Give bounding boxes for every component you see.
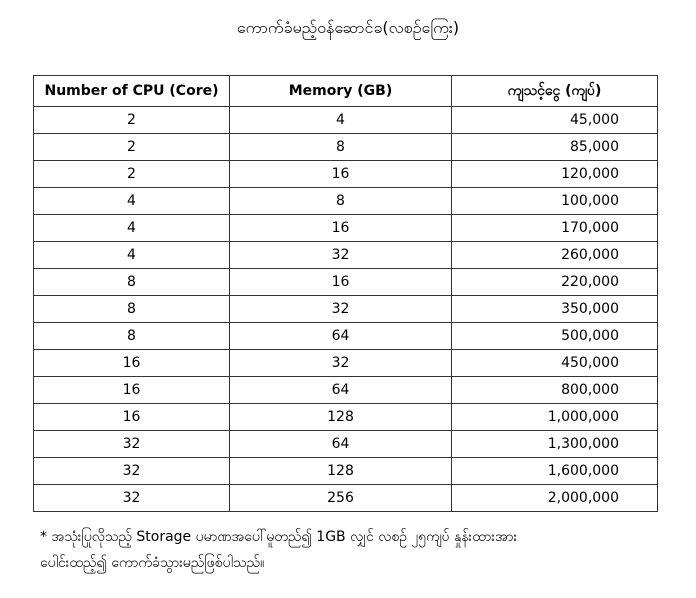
cell-cpu: 8 — [34, 269, 230, 296]
pricing-table — [33, 75, 658, 512]
cell-memory: 16 — [230, 215, 452, 242]
cell-price: 2,000,000 — [452, 485, 658, 512]
cell-price: 500,000 — [452, 323, 658, 350]
table-row — [34, 323, 658, 350]
cell-price: 220,000 — [452, 269, 658, 296]
cell-cpu: 4 — [34, 242, 230, 269]
header-memory: Memory (GB) — [230, 76, 452, 107]
cell-memory: 64 — [230, 377, 452, 404]
cell-cpu: 4 — [34, 188, 230, 215]
table-row — [34, 350, 658, 377]
cell-memory: 16 — [230, 161, 452, 188]
table-row — [34, 431, 658, 458]
cell-price: 260,000 — [452, 242, 658, 269]
table-row — [34, 269, 658, 296]
cell-memory: 32 — [230, 350, 452, 377]
table-row — [34, 242, 658, 269]
footnote-line-1: * အသုံးပြုလိုသည့် Storage ပမာဏအပေါ်မူတည်၍ 1GB လျှင် လစဉ် ၂၅ကျပ် နှုန်းထားအား — [40, 529, 518, 545]
footnote — [40, 524, 660, 576]
table-row — [34, 215, 658, 242]
cell-cpu: 32 — [34, 485, 230, 512]
cell-cpu: 16 — [34, 404, 230, 431]
cell-price: 85,000 — [452, 134, 658, 161]
cell-cpu: 4 — [34, 215, 230, 242]
header-price: ကျသင့်ငွေ (ကျပ်) — [452, 76, 658, 107]
cell-memory: 128 — [230, 458, 452, 485]
cell-memory: 8 — [230, 188, 452, 215]
table-row — [34, 377, 658, 404]
table-row — [34, 134, 658, 161]
cell-memory: 4 — [230, 107, 452, 134]
cell-cpu: 2 — [34, 161, 230, 188]
cell-price: 450,000 — [452, 350, 658, 377]
table-row — [34, 458, 658, 485]
cell-memory: 128 — [230, 404, 452, 431]
cell-cpu: 16 — [34, 350, 230, 377]
cell-price: 45,000 — [452, 107, 658, 134]
table-row — [34, 296, 658, 323]
table-row — [34, 161, 658, 188]
document-title: ကောက်ခံမည့်ဝန်ဆောင်ခ(လစဉ်ကြေး) — [236, 18, 460, 37]
footnote-line-2: ပေါင်းထည့်၍ ကောက်ခံသွားမည်ဖြစ်ပါသည်။ — [40, 555, 265, 571]
cell-memory: 8 — [230, 134, 452, 161]
cell-price: 1,600,000 — [452, 458, 658, 485]
table-header-row — [34, 76, 658, 107]
cell-memory: 64 — [230, 323, 452, 350]
cell-memory: 16 — [230, 269, 452, 296]
cell-price: 1,000,000 — [452, 404, 658, 431]
cell-price: 1,300,000 — [452, 431, 658, 458]
cell-price: 100,000 — [452, 188, 658, 215]
table-row — [34, 485, 658, 512]
cell-cpu: 2 — [34, 107, 230, 134]
cell-cpu: 32 — [34, 431, 230, 458]
cell-memory: 64 — [230, 431, 452, 458]
table-row — [34, 107, 658, 134]
cell-cpu: 32 — [34, 458, 230, 485]
header-cpu: Number of CPU (Core) — [34, 76, 230, 107]
cell-price: 120,000 — [452, 161, 658, 188]
cell-memory: 32 — [230, 242, 452, 269]
cell-price: 170,000 — [452, 215, 658, 242]
cell-price: 800,000 — [452, 377, 658, 404]
table-row — [34, 404, 658, 431]
cell-cpu: 16 — [34, 377, 230, 404]
cell-cpu: 2 — [34, 134, 230, 161]
cell-price: 350,000 — [452, 296, 658, 323]
cell-cpu: 8 — [34, 296, 230, 323]
cell-memory: 256 — [230, 485, 452, 512]
table-row — [34, 188, 658, 215]
cell-cpu: 8 — [34, 323, 230, 350]
cell-memory: 32 — [230, 296, 452, 323]
